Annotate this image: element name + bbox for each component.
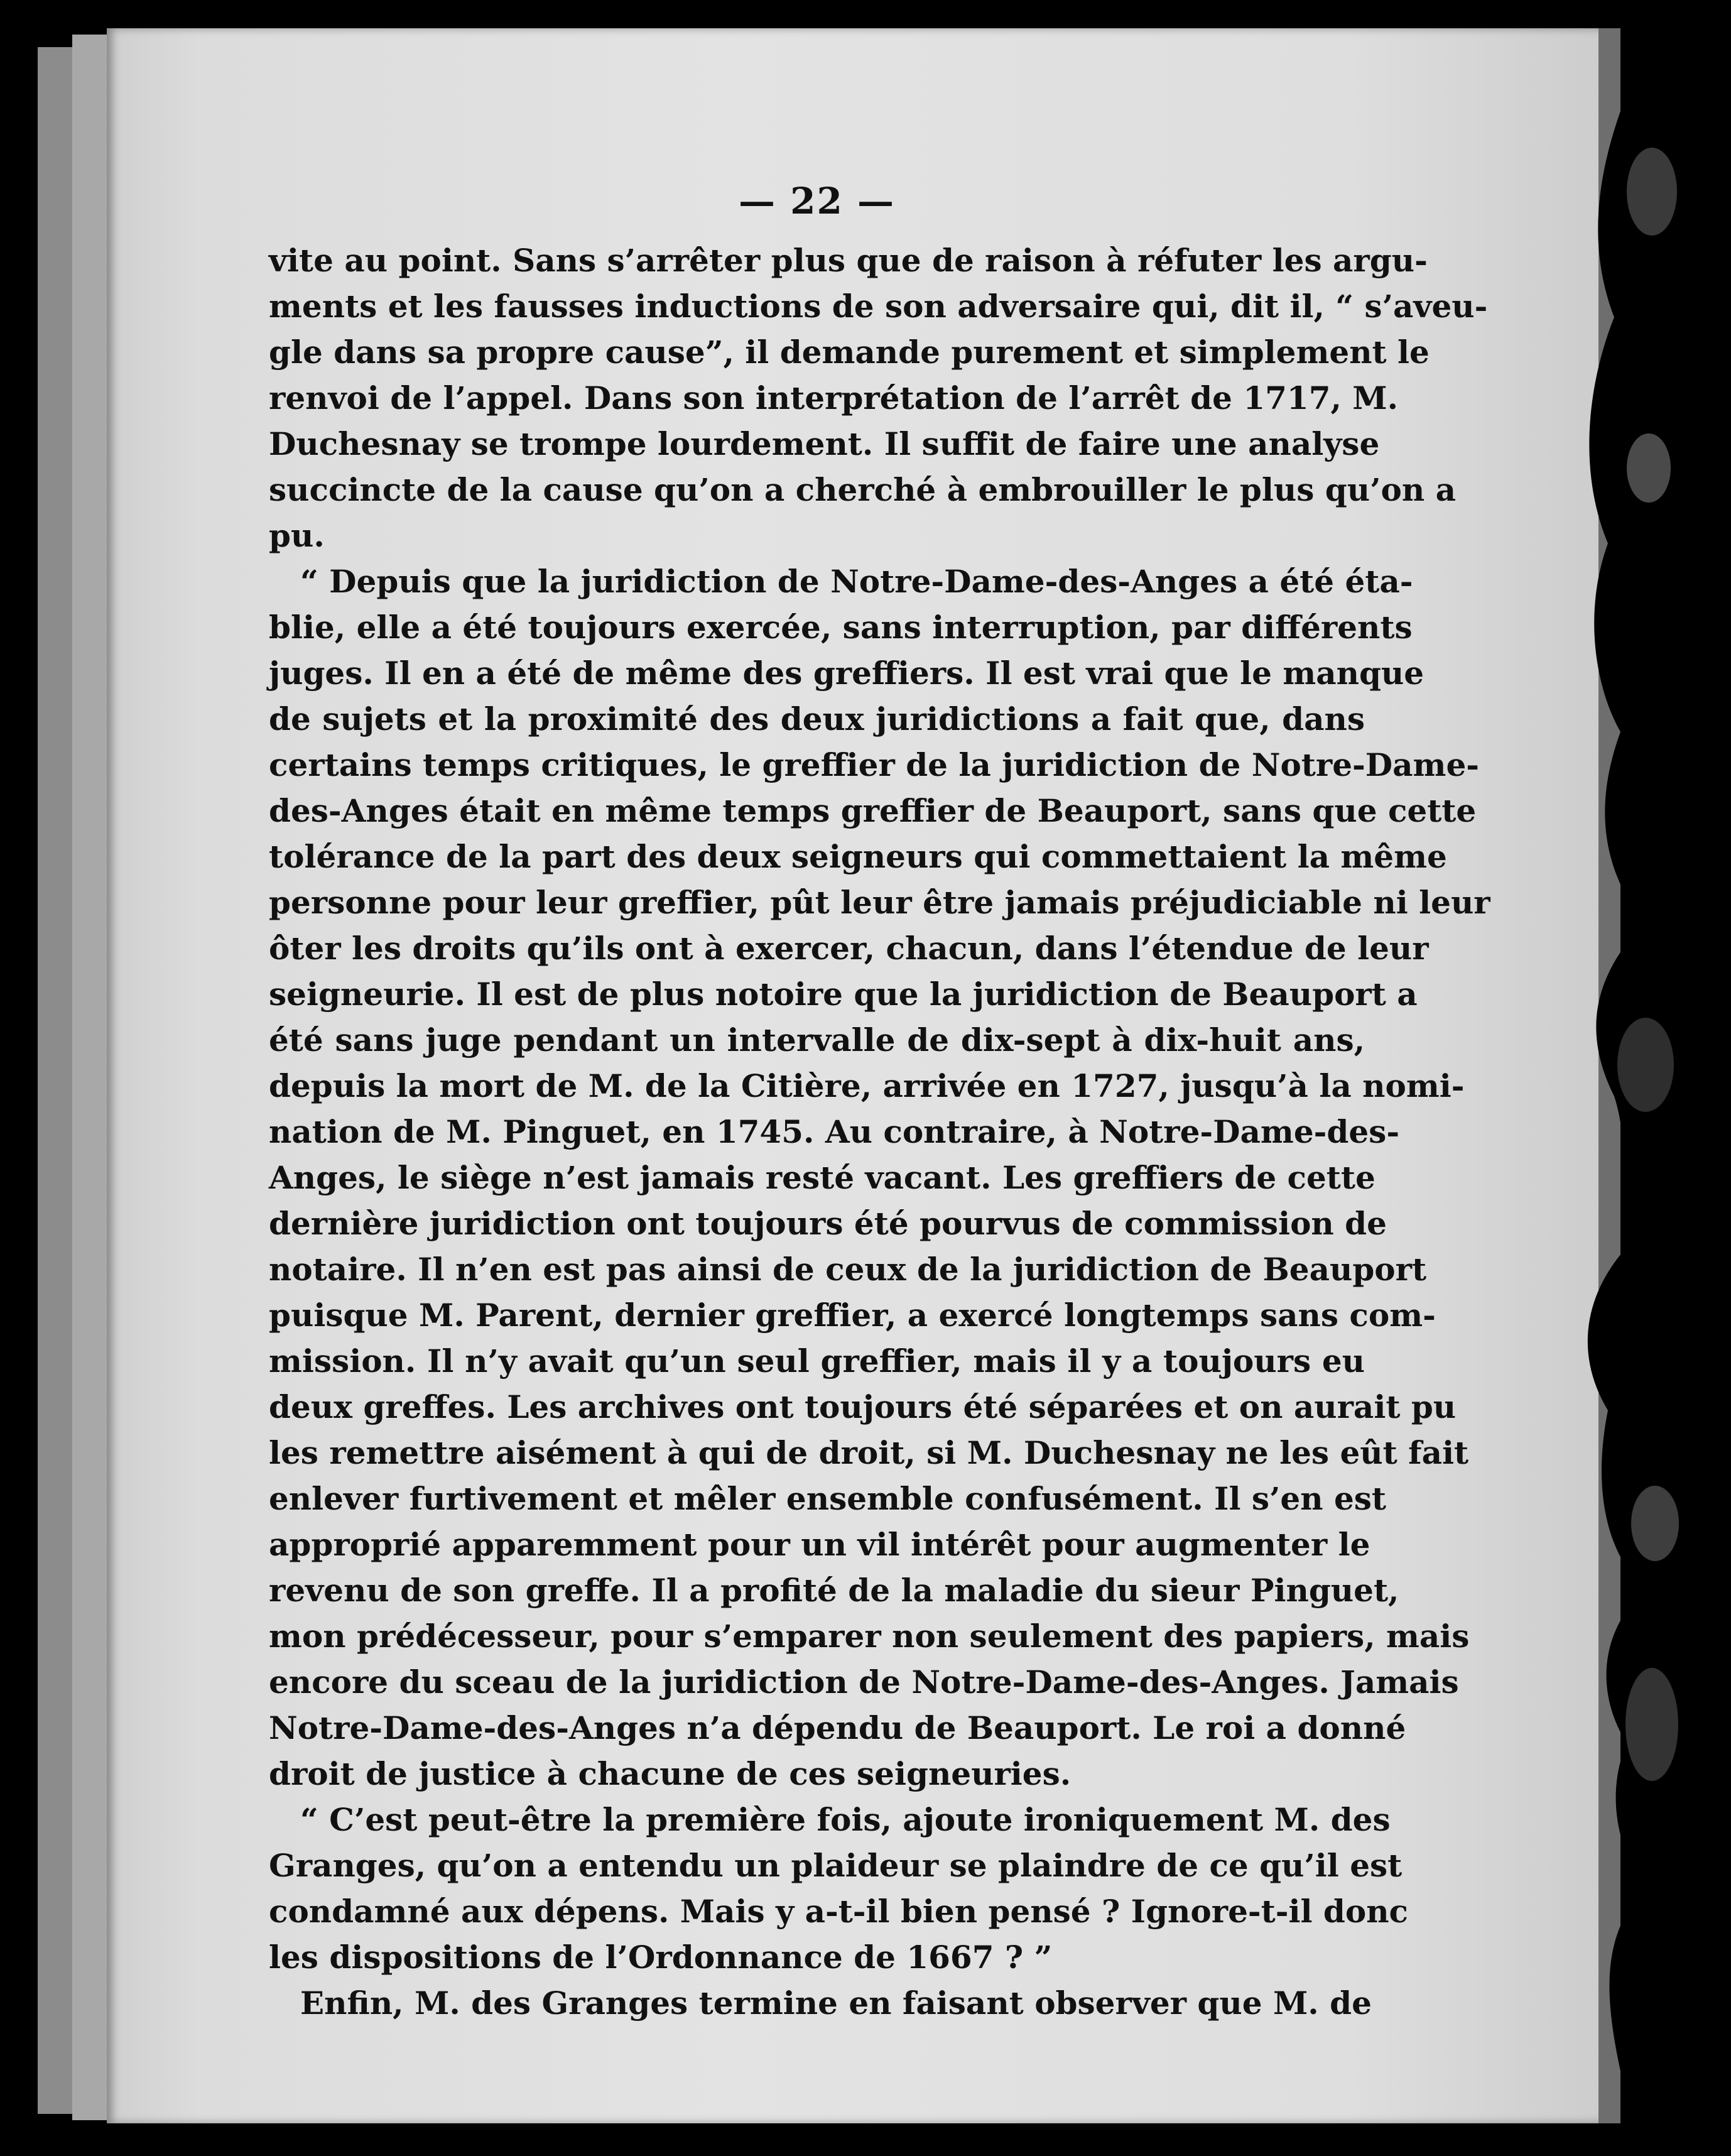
paragraph	[269, 558, 1490, 1797]
text-line: vite au point. Sans s’arrêter plus que de raison à réfuter les argu-	[269, 242, 1428, 279]
text-line: tolérance de la part des deux seigneurs qui commettaient la même	[269, 838, 1447, 875]
text-line: de sujets et la proximité des deux juridictions a fait que, dans	[269, 700, 1365, 738]
text-line: Granges, qu’on a entendu un plaideur se plaindre de ce qu’il est	[269, 1847, 1403, 1884]
text-line: gle dans sa propre cause”, il demande purement et simplement le	[269, 334, 1430, 371]
text-line: “ Depuis que la juridiction de Notre-Dame-des-Anges a été éta-	[300, 563, 1413, 600]
text-line: nation de M. Pinguet, en 1745. Au contraire, à Notre-Dame-des-	[269, 1113, 1400, 1150]
text-line: Duchesnay se trompe lourdement. Il suffit de faire une analyse	[269, 425, 1380, 462]
binding-damage-marks	[1539, 28, 1731, 2123]
text-line: des-Anges était en même temps greffier de Beauport, sans que cette	[269, 792, 1477, 829]
text-line: les remettre aisément à qui de droit, si M. Duchesnay ne les eût fait	[269, 1434, 1469, 1471]
text-line: mission. Il n’y avait qu’un seul greffier, mais il y a toujours eu	[269, 1342, 1365, 1380]
text-line: deux greffes. Les archives ont toujours été séparées et on aurait pu	[269, 1388, 1457, 1425]
text-line: ôter les droits qu’ils ont à exercer, chacun, dans l’étendue de leur	[269, 930, 1429, 967]
paragraph-container	[269, 237, 1490, 2026]
text-line: enlever furtivement et mêler ensemble confusément. Il s’en est	[269, 1480, 1387, 1517]
page-text-block	[269, 170, 1490, 2026]
text-line: notaire. Il n’en est pas ainsi de ceux de la juridiction de Beauport	[269, 1251, 1427, 1288]
paragraph	[269, 1980, 1372, 2026]
text-line: puisque M. Parent, dernier greffier, a exercé longtemps sans com-	[269, 1297, 1436, 1334]
text-line: encore du sceau de la juridiction de Notre-Dame-des-Anges. Jamais	[269, 1663, 1459, 1701]
text-line: juges. Il en a été de même des greffiers. Il est vrai que le manque	[269, 655, 1424, 692]
text-line: approprié apparemment pour un vil intérêt pour augmenter le	[269, 1526, 1370, 1563]
text-line: Anges, le siège n’est jamais resté vacant. Les greffiers de cette	[269, 1159, 1376, 1196]
text-line: Enfin, M. des Granges termine en faisant observer que M. de	[300, 1984, 1372, 2022]
text-line: mon prédécesseur, pour s’emparer non seulement des papiers, mais	[269, 1618, 1470, 1655]
text-line: Notre-Dame-des-Anges n’a dépendu de Beauport. Le roi a donné	[269, 1709, 1406, 1746]
paragraph	[269, 1797, 1408, 1980]
text-line: pu.	[269, 517, 325, 554]
text-line: été sans juge pendant un intervalle de dix-sept à dix-huit ans,	[269, 1021, 1365, 1059]
text-line: revenu de son greffe. Il a profité de la maladie du sieur Pinguet,	[269, 1572, 1399, 1609]
text-line: certains temps critiques, le greffier de la juridiction de Notre-Dame-	[269, 746, 1480, 783]
text-line: blie, elle a été toujours exercée, sans interruption, par différents	[269, 609, 1413, 646]
text-line: depuis la mort de M. de la Citière, arrivée en 1727, jusqu’à la nomi-	[269, 1067, 1465, 1104]
text-line: “ C’est peut-être la première fois, ajoute ironiquement M. des	[300, 1801, 1391, 1838]
text-line: seigneurie. Il est de plus notoire que la juridiction de Beauport a	[269, 976, 1418, 1013]
text-line: ments et les fausses inductions de son adversaire qui, dit il, “ s’aveu-	[269, 288, 1488, 325]
page-number: — 22 —	[738, 180, 896, 222]
paragraph	[269, 237, 1488, 558]
text-line: renvoi de l’appel. Dans son interprétation de l’arrêt de 1717, M.	[269, 379, 1399, 416]
text-line: personne pour leur greffier, pût leur être jamais préjudiciable ni leur	[269, 884, 1490, 921]
text-line: succincte de la cause qu’on a cherché à embrouiller le plus qu’on a	[269, 471, 1457, 508]
text-line: dernière juridiction ont toujours été pourvus de commission de	[269, 1205, 1387, 1242]
text-line: les dispositions de l’Ordonnance de 1667 ? ”	[269, 1939, 1053, 1976]
text-line: droit de justice à chacune de ces seigneuries.	[269, 1755, 1072, 1792]
text-line: condamné aux dépens. Mais y a-t-il bien pensé ? Ignore-t-il donc	[269, 1893, 1408, 1930]
